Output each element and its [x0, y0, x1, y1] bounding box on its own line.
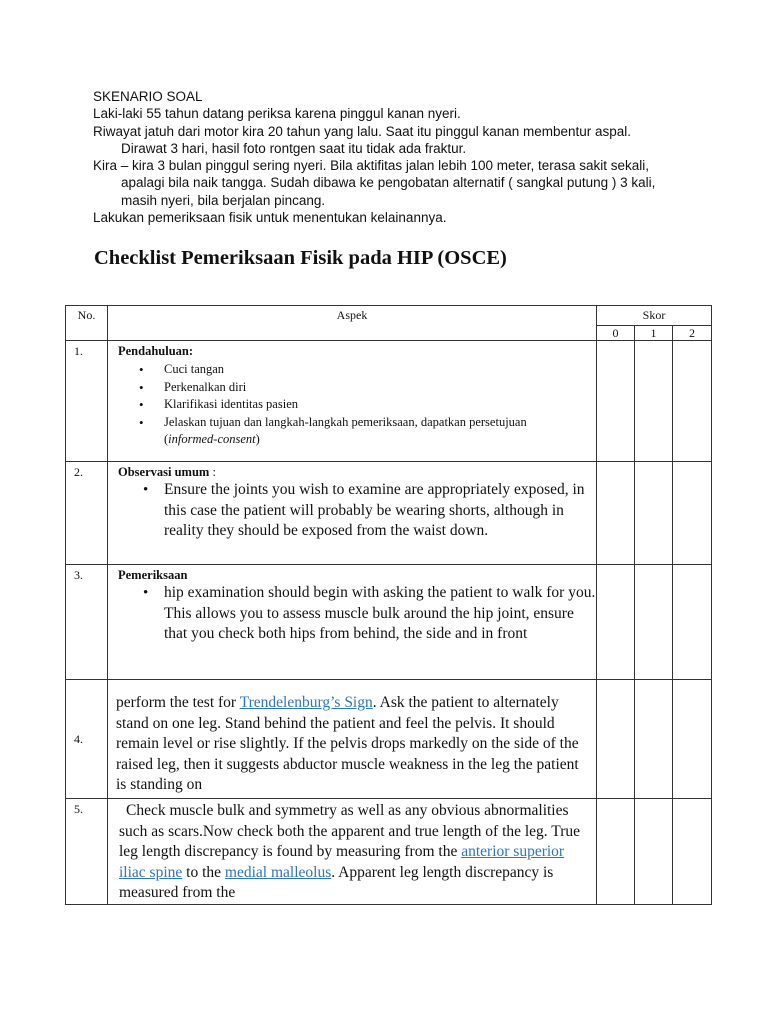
- scenario-line: apalagi bila naik tangga. Sudah dibawa ke pengobatan alternatif ( sangkal putung ) 3 kali,: [121, 175, 656, 191]
- header-aspek: Aspek: [108, 306, 597, 341]
- consent-text: informed-consent: [168, 432, 256, 446]
- row-text: [119, 801, 590, 904]
- list-item: • Ensure the joints you wish to examine are appropriately exposed, in this case the patient will probably be wearing shorts, although in reality they should be exposed from the waist down.: [164, 480, 596, 542]
- table-row: [66, 680, 712, 799]
- row-number: 3.: [66, 565, 108, 680]
- header-row: [66, 306, 712, 326]
- consent-close: ): [255, 432, 260, 446]
- text-segment: to the: [182, 863, 225, 881]
- row-title: Pendahuluan:: [118, 344, 194, 358]
- list-item-text: Jelaskan tujuan dan langkah-langkah pemeriksaan, dapatkan persetujuan: [164, 414, 527, 429]
- score-cell[interactable]: [597, 680, 635, 799]
- row-number: 5.: [66, 799, 108, 905]
- row-title: Pemeriksaan: [118, 568, 188, 582]
- score-cell[interactable]: [673, 799, 712, 905]
- aspect-cell: [108, 565, 597, 680]
- scenario-line: Lakukan pemeriksaan fisik untuk menentukan kelainannya.: [93, 210, 447, 226]
- list-item: [164, 414, 596, 449]
- scenario-line: masih nyeri, bila berjalan pincang.: [121, 192, 326, 208]
- header-no: No.: [66, 306, 108, 341]
- row-number: 1.: [66, 341, 108, 462]
- text-segment: Check muscle bulk and symmetry as well as any obvious abnormalities such as scars.Now check both the apparent and true length of the leg. True leg length discrepancy is found by measuring from the: [119, 802, 580, 860]
- bullet-list: [118, 480, 596, 542]
- scenario-line: Dirawat 3 hari, hasil foto rontgen saat itu tidak ada fraktur.: [121, 140, 467, 156]
- aspect-cell: [108, 341, 597, 462]
- score-cell[interactable]: [635, 680, 673, 799]
- score-cell[interactable]: [673, 341, 712, 462]
- row-number: 2.: [66, 462, 108, 565]
- list-item: • hip examination should begin with asking the patient to walk for you. This allows you to assess muscle bulk around the hip joint, ensure that you check both hips from behind, the side and in front: [164, 583, 596, 645]
- list-item: • Klarifikasi identitas pasien: [164, 396, 596, 414]
- row-number: 4.: [66, 680, 108, 799]
- scenario-line: Kira – kira 3 bulan pinggul sering nyeri. Bila aktifitas jalan lebih 100 meter, terasa sakit sekali,: [93, 158, 650, 174]
- header-score-2: 2: [673, 326, 712, 341]
- list-item: • Cuci tangan: [164, 361, 596, 379]
- list-item: • Perkenalkan diri: [164, 379, 596, 397]
- bullet-list: [118, 583, 596, 645]
- anterior-superior-iliac-spine-link[interactable]: anterior superior iliac spine: [119, 843, 565, 881]
- consent-open: (: [164, 432, 169, 446]
- row-text: [116, 693, 588, 796]
- aspect-cell: [108, 462, 597, 565]
- score-cell[interactable]: [673, 565, 712, 680]
- row-title-suffix: :: [209, 465, 216, 479]
- header-score-0: 0: [597, 326, 635, 341]
- scenario-block: [93, 88, 713, 226]
- medial-malleolus-link[interactable]: medial malleolus: [224, 863, 332, 881]
- score-cell[interactable]: [673, 680, 712, 799]
- scenario-line: Riwayat jatuh dari motor kira 20 tahun yang lalu. Saat itu pinggul kanan membentur aspal.: [93, 123, 632, 139]
- score-cell[interactable]: [635, 565, 673, 680]
- row-title-text: Observasi umum: [118, 465, 210, 479]
- bullet-list: [118, 361, 596, 449]
- table-row: [66, 341, 712, 462]
- table-row: [66, 799, 712, 905]
- aspect-cell: [108, 680, 597, 799]
- score-cell[interactable]: [635, 341, 673, 462]
- scenario-line: Laki-laki 55 tahun datang periksa karena pinggul kanan nyeri.: [93, 106, 461, 122]
- checklist-heading: Checklist Pemeriksaan Fisik pada HIP (OSCE): [94, 247, 507, 269]
- row-title: [118, 465, 596, 480]
- text-segment: perform the test for: [116, 694, 240, 711]
- table-row: [66, 565, 712, 680]
- text-segment: . Apparent leg length discrepancy is measured from the: [119, 863, 554, 901]
- score-cell[interactable]: [673, 462, 712, 565]
- aspect-cell: [108, 799, 597, 905]
- checklist-table: [65, 305, 712, 905]
- score-cell[interactable]: [635, 799, 673, 905]
- scenario-title: SKENARIO SOAL: [93, 89, 203, 104]
- score-cell[interactable]: [597, 462, 635, 565]
- table-row: [66, 462, 712, 565]
- text-segment: . Ask the patient to alternately stand on one leg. Stand behind the patient and feel the pelvis. It should remain level or rise slightly. If the pelvis drops markedly on the side of the raised leg, then it suggests abductor muscle weakness in the leg the patient is standing on: [116, 694, 579, 793]
- trendelenburg-link[interactable]: Trendelenburg’s Sign: [239, 694, 373, 711]
- score-cell[interactable]: [597, 799, 635, 905]
- score-cell[interactable]: [597, 565, 635, 680]
- score-cell[interactable]: [597, 341, 635, 462]
- score-cell[interactable]: [635, 462, 673, 565]
- header-skor: Skor: [597, 306, 712, 326]
- header-score-1: 1: [635, 326, 673, 341]
